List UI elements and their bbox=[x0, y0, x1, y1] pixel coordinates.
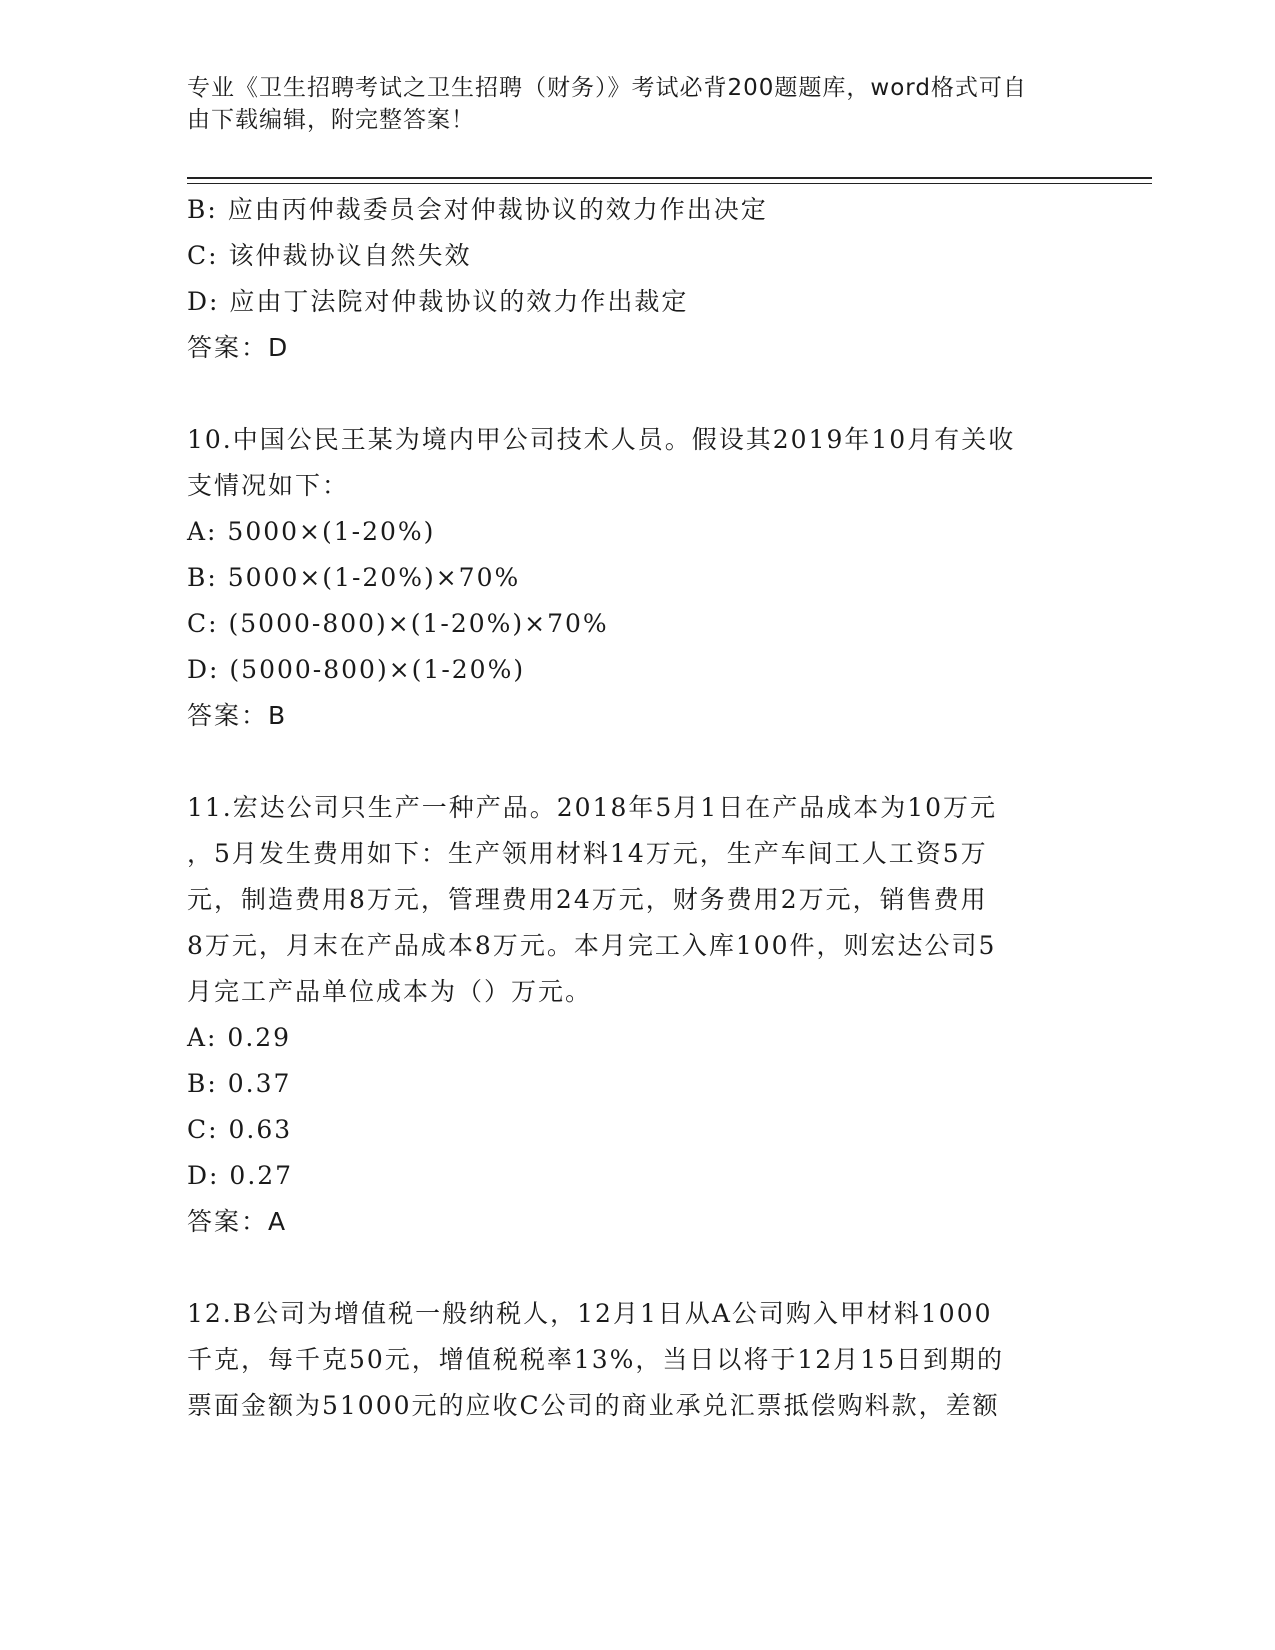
option-d: D: 应由丁法院对仲裁协议的效力作出裁定 bbox=[187, 287, 689, 316]
question-10 bbox=[187, 417, 1072, 739]
header-line-2: 由下载编辑，附完整答案！ bbox=[187, 107, 475, 133]
answer-line: 答案：D bbox=[187, 333, 290, 362]
option-b: B: 5000×(1-20%)×70% bbox=[187, 563, 521, 592]
question-stem-line: 11.宏达公司只生产一种产品。2018年5月1日在产品成本为10万元 bbox=[187, 793, 998, 822]
question-stem-line: 12.B公司为增值税一般纳税人，12月1日从A公司购入甲材料1000 bbox=[187, 1299, 993, 1328]
question-stem-line: 票面金额为51000元的应收C公司的商业承兑汇票抵偿购料款，差额 bbox=[187, 1391, 1000, 1420]
question-stem-line: 月完工产品单位成本为（）万元。 bbox=[187, 977, 593, 1006]
question-stem-line: 元，制造费用8万元，管理费用24万元，财务费用2万元，销售费用 bbox=[187, 885, 988, 914]
question-stem-line: 8万元，月末在产品成本8万元。本月完工入库100件，则宏达公司5 bbox=[187, 931, 997, 960]
question-12 bbox=[187, 1291, 1072, 1429]
answer-line: 答案：A bbox=[187, 1207, 288, 1236]
option-c: C: 该仲裁协议自然失效 bbox=[187, 241, 472, 270]
option-b: B: 应由丙仲裁委员会对仲裁协议的效力作出决定 bbox=[187, 195, 768, 224]
option-a: A: 5000×(1-20%) bbox=[187, 517, 436, 546]
spacer bbox=[187, 739, 1072, 785]
option-c: C: (5000-800)×(1-20%)×70% bbox=[187, 609, 609, 638]
option-d: D: 0.27 bbox=[187, 1161, 294, 1190]
header-rule-thick bbox=[187, 177, 1152, 179]
option-d: D: (5000-800)×(1-20%) bbox=[187, 655, 526, 684]
question-stem-line: 支情况如下： bbox=[187, 471, 350, 500]
question-stem-line: 10.中国公民王某为境内甲公司技术人员。假设其2019年10月有关收 bbox=[187, 425, 1016, 454]
answer-line: 答案：B bbox=[187, 701, 288, 730]
question-content bbox=[187, 187, 1072, 1429]
option-b: B: 0.37 bbox=[187, 1069, 292, 1098]
option-c: C: 0.63 bbox=[187, 1115, 293, 1144]
question-stem-line: ，5月发生费用如下：生产领用材料14万元，生产车间工人工资5万 bbox=[187, 839, 988, 868]
question-stem-line: 千克，每千克50元，增值税税率13%，当日以将于12月15日到期的 bbox=[187, 1345, 1005, 1374]
header-line-1: 专业《卫生招聘考试之卫生招聘（财务）》考试必背200题题库，word格式可自 bbox=[187, 75, 1027, 101]
question-9-tail bbox=[187, 187, 1072, 371]
question-11 bbox=[187, 785, 1072, 1245]
spacer bbox=[187, 371, 1072, 417]
spacer bbox=[187, 1245, 1072, 1291]
option-a: A: 0.29 bbox=[187, 1023, 292, 1052]
page-header bbox=[187, 72, 1067, 136]
header-rule-thin bbox=[187, 183, 1152, 184]
